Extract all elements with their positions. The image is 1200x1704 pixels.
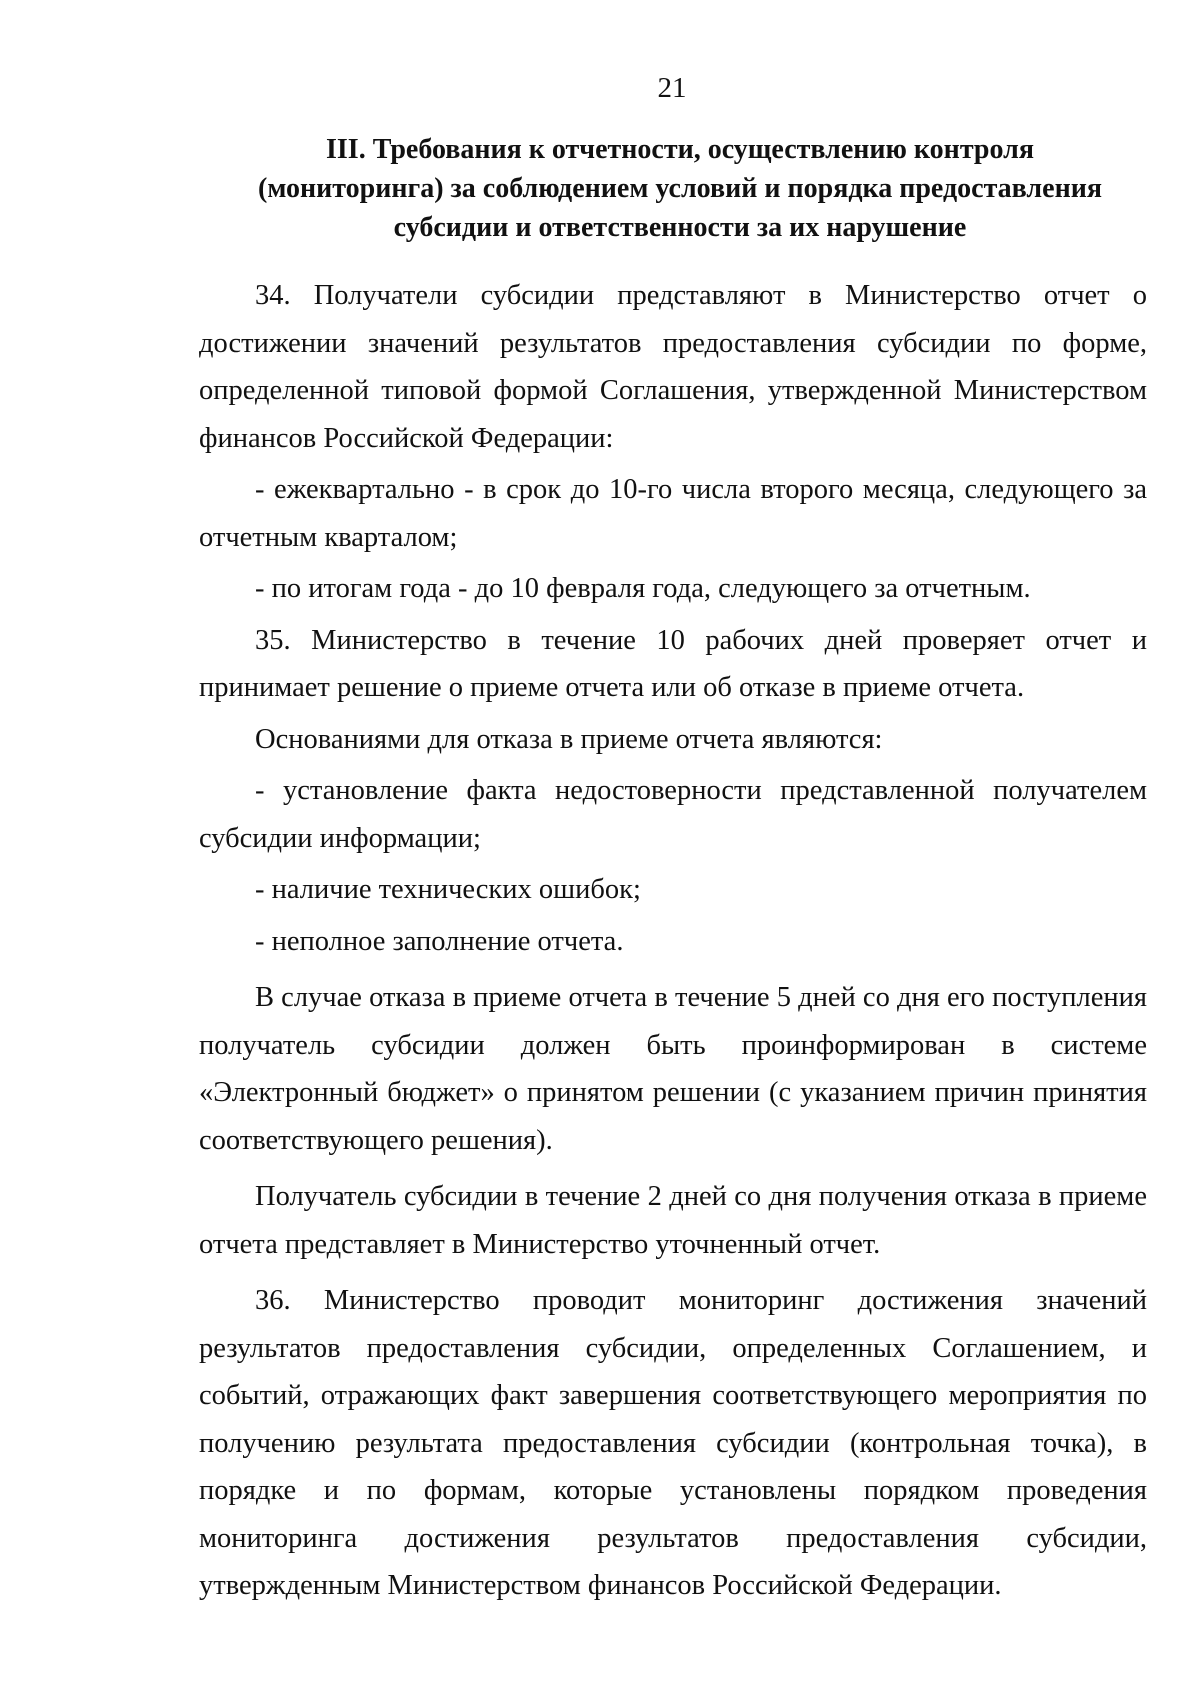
- section-title-line: субсидии и ответственности за их нарушение: [393, 212, 967, 243]
- list-item-quarterly: - ежеквартально - в срок до 10-го числа второго месяца, следующего за отчетным кварталом;: [199, 474, 1147, 553]
- list-item-ground-incomplete: - неполное заполнение отчета.: [255, 925, 624, 957]
- section-title-line: III. Требования к отчетности, осуществлению контроля: [326, 134, 1034, 165]
- list-item-annual: - по итогам года - до 10 февраля года, следующего за отчетным.: [255, 573, 1031, 604]
- section-title-line: (мониторинга) за соблюдением условий и порядка предоставления: [258, 173, 1102, 204]
- page-number: 21: [657, 72, 687, 104]
- paragraph-grounds: Основаниями для отказа в приеме отчета являются:: [255, 723, 883, 755]
- list-item-ground-unreliable: - установление факта недостоверности представленной получателем субсидии информации;: [199, 775, 1147, 854]
- paragraph-35: 35. Министерство в течение 10 рабочих дней проверяет отчет и принимает решение о приеме отчета или об отказе в приеме отчета.: [199, 624, 1147, 703]
- paragraph-34: 34. Получатели субсидии представляют в Министерство отчет о достижении значений результатов предоставления субсидии по форме, определенной типовой формой Соглашения, утвержденной Министерством финансов Российской Федерации:: [199, 280, 1147, 454]
- document-body: [199, 272, 1147, 1610]
- paragraph-corrected-report: Получатель субсидии в течение 2 дней со дня получения отказа в приеме отчета представляет в Министерство уточненный отчет.: [199, 1181, 1147, 1260]
- list-item-ground-errors: - наличие технических ошибок;: [255, 874, 641, 905]
- section-title: [200, 130, 1160, 247]
- paragraph-36: 36. Министерство проводит мониторинг достижения значений результатов предоставления субсидии, определенных Соглашением, и событий, отражающих факт завершения соответствующего мероприятия по получению результата предоставления субсидии (контрольная точка), в порядке и по формам, которые установлены порядком проведения мониторинга достижения результатов предоставления субсидии, утвержденным Министерством финансов Российской Федерации.: [199, 1285, 1147, 1601]
- paragraph-refusal: В случае отказа в приеме отчета в течение 5 дней со дня его поступления получатель субсидии должен быть проинформирован в системе «Электронный бюджет» о принятом решении (с указанием причин принятия соответствующего решения).: [199, 982, 1147, 1156]
